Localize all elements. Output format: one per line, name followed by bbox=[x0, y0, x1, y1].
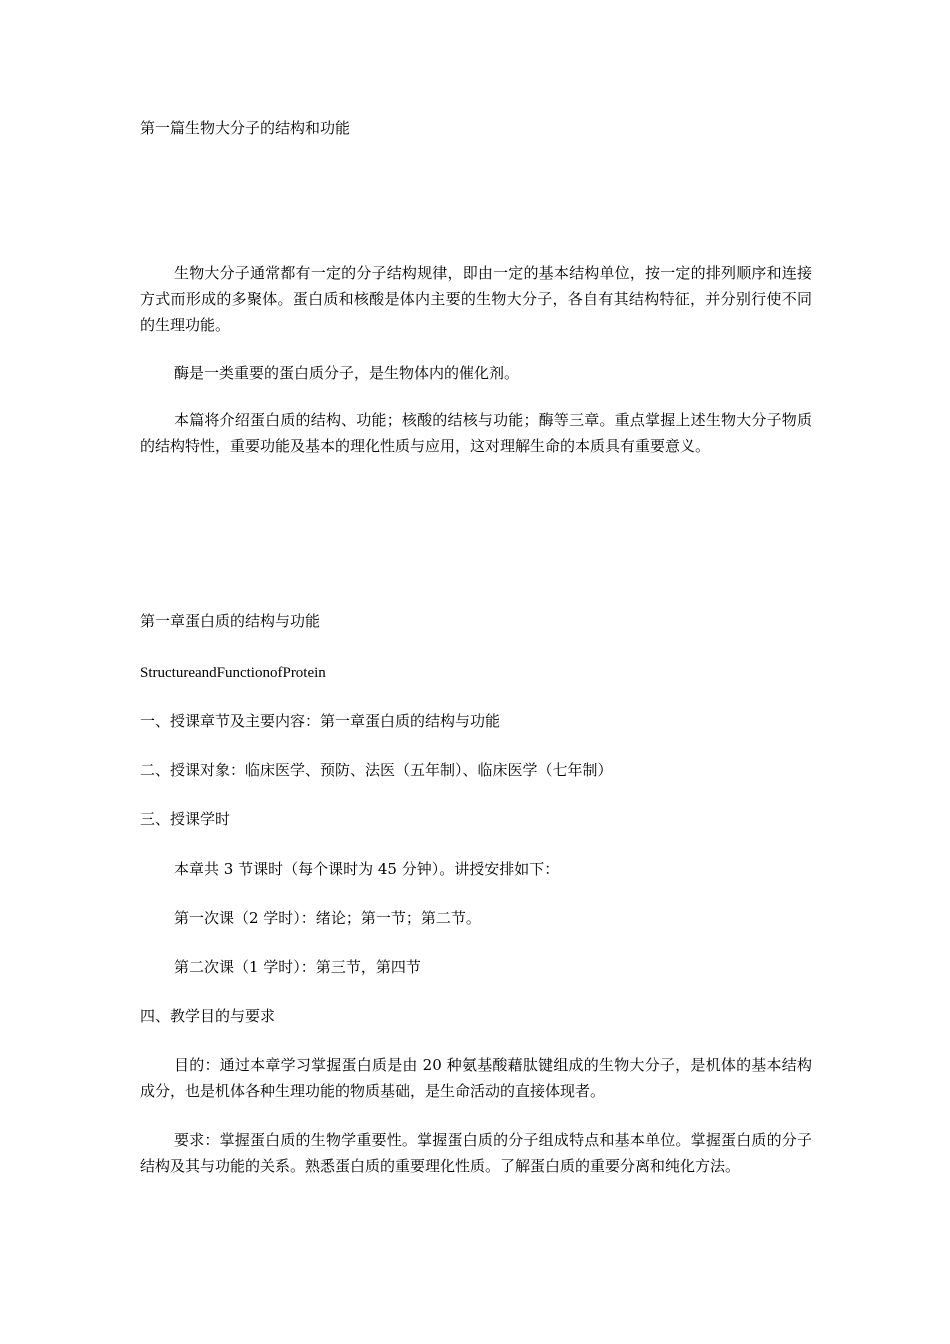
intro-paragraph-1: 生物大分子通常都有一定的分子结构规律，即由一定的基本结构单位，按一定的排列顺序和连接方式而形成的多聚体。蛋白质和核酸是体内主要的生物大分子，各自有其结构特征，并分别行使不同的生理功能。 bbox=[140, 264, 812, 334]
section-item-4: 四、教学目的与要求 bbox=[140, 1007, 276, 1025]
section-item-2: 二、授课对象：临床医学、预防、法医（五年制）、临床医学（七年制） bbox=[140, 761, 613, 779]
teaching-requirement: 要求：掌握蛋白质的生物学重要性。掌握蛋白质的分子组成特点和基本单位。掌握蛋白质的分子结构及其与功能的关系。熟悉蛋白质的重要理化性质。了解蛋白质的重要分离和纯化方法。 bbox=[140, 1131, 812, 1175]
lesson-2: 第二次课（1 学时）：第三节，第四节 bbox=[174, 958, 421, 976]
hours-summary: 本章共 3 节课时（每个课时为 45 分钟）。讲授安排如下： bbox=[174, 860, 560, 878]
teaching-goal: 目的：通过本章学习掌握蛋白质是由 20 种氨基酸藉肽键组成的生物大分子，是机体的基本结构成分，也是机体各种生理功能的物质基础，是生命活动的直接体现者。 bbox=[140, 1056, 812, 1100]
intro-paragraph-2: 酶是一类重要的蛋白质分子，是生物体内的催化剂。 bbox=[174, 364, 520, 382]
chapter-title: 第一章蛋白质的结构与功能 bbox=[140, 612, 321, 630]
section-item-3: 三、授课学时 bbox=[140, 810, 231, 828]
chapter-english-title: StructureandFunctionofProtein bbox=[140, 665, 326, 681]
part-title: 第一篇生物大分子的结构和功能 bbox=[140, 119, 351, 137]
intro-paragraph-3: 本篇将介绍蛋白质的结构、功能；核酸的结核与功能；酶等三章。重点掌握上述生物大分子物质的结构特性，重要功能及基本的理化性质与应用，这对理解生命的本质具有重要意义。 bbox=[140, 411, 812, 455]
lesson-1: 第一次课（2 学时）：绪论；第一节；第二节。 bbox=[174, 909, 481, 927]
section-item-1: 一、授课章节及主要内容：第一章蛋白质的结构与功能 bbox=[140, 712, 501, 730]
